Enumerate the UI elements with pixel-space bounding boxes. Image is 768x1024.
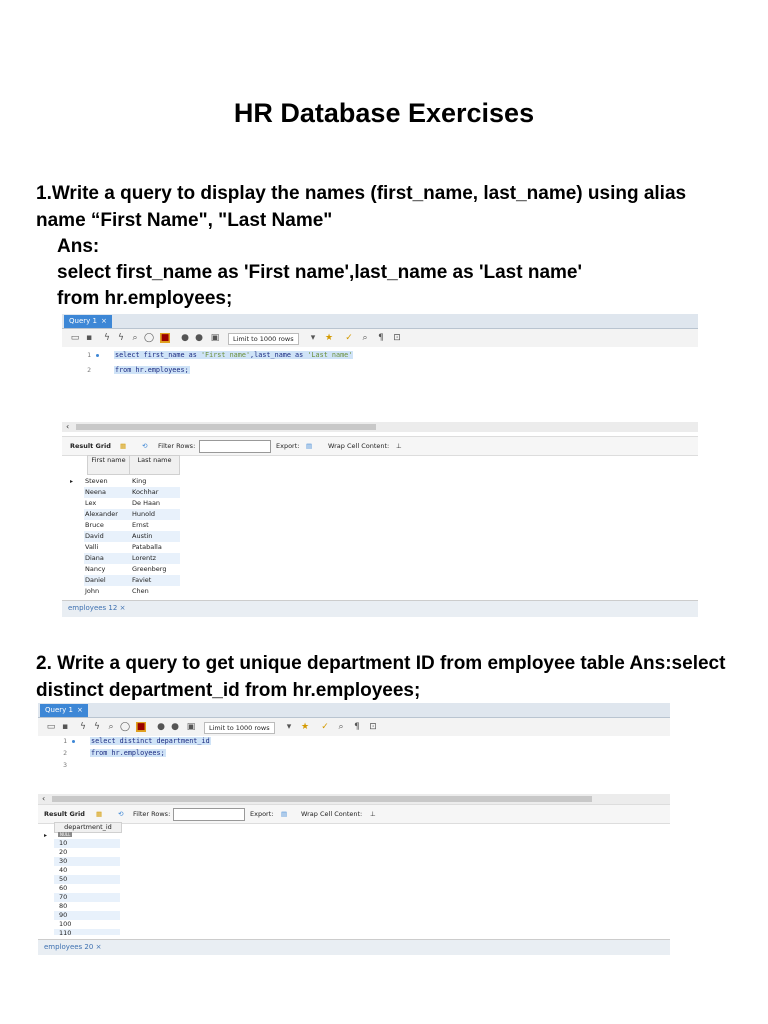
current-row-arrow-icon: ▸ bbox=[70, 478, 74, 485]
export-label: Export: bbox=[250, 810, 274, 818]
table-row[interactable]: 30 bbox=[54, 857, 120, 866]
result-tabs-bar bbox=[38, 939, 670, 955]
table-row[interactable]: Nancy Greenberg bbox=[85, 565, 167, 573]
beautify-icon[interactable]: ✓ bbox=[321, 722, 329, 732]
dropdown-icon[interactable]: ▾ bbox=[286, 722, 292, 732]
query-tab-bar bbox=[62, 314, 698, 329]
invisible-chars-icon[interactable]: ¶ bbox=[354, 722, 360, 732]
result-grid-label: Result Grid bbox=[44, 810, 85, 818]
execute-current-icon[interactable]: ϟ bbox=[118, 333, 124, 343]
table-row[interactable]: Lex De Haan bbox=[85, 499, 161, 507]
open-folder-icon[interactable]: ▭ bbox=[46, 722, 56, 732]
workbench-screenshot-1 bbox=[62, 314, 698, 620]
code-line-1: select distinct department_id bbox=[91, 737, 210, 745]
table-row[interactable]: John Chen bbox=[85, 587, 149, 595]
beautify-icon[interactable]: ✓ bbox=[345, 333, 353, 343]
table-row[interactable] bbox=[54, 831, 120, 838]
bookmark-icon[interactable]: ★ bbox=[324, 333, 334, 343]
grid-icon[interactable]: ▦ bbox=[120, 442, 127, 450]
editor-toolbar bbox=[62, 329, 698, 347]
column-header-last-name[interactable]: Last name bbox=[129, 455, 180, 475]
grid-icon[interactable]: ▦ bbox=[96, 810, 103, 818]
limit-rows-select[interactable]: Limit to 1000 rows bbox=[228, 333, 299, 345]
column-header-department-id[interactable]: department_id bbox=[54, 822, 122, 833]
code-line-2: from hr.employees; bbox=[115, 366, 189, 374]
export-icon[interactable]: ▤ bbox=[281, 810, 288, 818]
filter-rows-input[interactable] bbox=[173, 808, 245, 821]
table-row[interactable]: 50 bbox=[54, 875, 120, 884]
filter-rows-input[interactable] bbox=[199, 440, 271, 453]
wrap-cell-label: Wrap Cell Content: bbox=[301, 810, 363, 818]
table-row[interactable]: Bruce Ernst bbox=[85, 521, 149, 529]
commit-icon[interactable]: ● bbox=[157, 722, 165, 732]
statement-marker-icon bbox=[72, 740, 75, 743]
save-icon[interactable]: ▪ bbox=[85, 333, 93, 343]
filter-rows-label: Filter Rows: bbox=[133, 810, 171, 818]
horizontal-scrollbar[interactable] bbox=[38, 794, 670, 804]
table-row[interactable]: 80 bbox=[59, 902, 68, 910]
close-icon[interactable]: × bbox=[95, 943, 102, 951]
save-icon[interactable]: ▪ bbox=[61, 722, 69, 732]
result-tab[interactable]: employees 12 × bbox=[68, 604, 126, 612]
current-row-arrow-icon: ▸ bbox=[44, 832, 48, 839]
explain-icon[interactable]: ⌕ bbox=[108, 722, 114, 732]
rollback-icon[interactable]: ● bbox=[171, 722, 179, 732]
export-label: Export: bbox=[276, 442, 300, 450]
page-title: HR Database Exercises bbox=[233, 98, 535, 128]
sql-editor[interactable]: 1 select distinct department_id 2 from hr.employees; 3 bbox=[38, 737, 670, 791]
column-header-first-name[interactable]: First name bbox=[87, 455, 130, 475]
question-2: 2. Write a query to get unique department ID from employee table Ans:select distinct department_id from hr.employees; bbox=[36, 653, 726, 701]
refresh-icon[interactable]: ⟲ bbox=[118, 810, 124, 818]
scrollbar-thumb[interactable] bbox=[52, 796, 592, 802]
wrap-cell-label: Wrap Cell Content: bbox=[328, 442, 390, 450]
result-toolbar bbox=[38, 804, 670, 824]
result-grid bbox=[66, 455, 186, 601]
sql-editor[interactable]: 1 select first_name as 'First name',last_name as 'Last name' 2 from hr.employees; bbox=[62, 348, 698, 418]
scroll-left-icon[interactable]: ‹ bbox=[66, 422, 70, 431]
wrap-icon[interactable]: ⊡ bbox=[393, 333, 401, 343]
dropdown-icon[interactable]: ▾ bbox=[310, 333, 316, 343]
refresh-icon[interactable]: ⟲ bbox=[142, 442, 148, 450]
table-row[interactable]: Steven King bbox=[85, 477, 147, 485]
execute-icon[interactable]: ϟ bbox=[104, 333, 110, 343]
table-row[interactable]: Neena Kochhar bbox=[84, 487, 180, 498]
close-icon[interactable]: × bbox=[100, 317, 107, 325]
table-row[interactable]: 110 bbox=[54, 929, 120, 935]
toggle-error-icon[interactable]: ■ bbox=[160, 333, 170, 343]
workbench-screenshot-2 bbox=[38, 703, 670, 955]
answer-line-1: select first_name as 'First name',last_name as 'Last name' bbox=[57, 262, 582, 283]
table-row[interactable]: 60 bbox=[59, 884, 68, 892]
table-row[interactable]: Valli Pataballa bbox=[85, 543, 162, 551]
table-row[interactable]: Daniel Faviet bbox=[84, 575, 180, 586]
bookmark-icon[interactable]: ★ bbox=[300, 722, 310, 732]
result-tab[interactable]: employees 20 × bbox=[44, 943, 102, 951]
stop-icon[interactable]: ◯ bbox=[120, 722, 131, 732]
wrap-icon[interactable]: ⊡ bbox=[369, 722, 377, 732]
null-badge: NULL bbox=[60, 832, 71, 837]
execute-current-icon[interactable]: ϟ bbox=[94, 722, 100, 732]
scrollbar-thumb[interactable] bbox=[76, 424, 376, 430]
scroll-left-icon[interactable]: ‹ bbox=[42, 794, 46, 803]
result-toolbar bbox=[62, 436, 698, 456]
autocommit-icon[interactable]: ▣ bbox=[186, 722, 196, 732]
query-tab[interactable]: Query 1 × bbox=[40, 704, 88, 717]
limit-rows-select[interactable]: Limit to 1000 rows bbox=[204, 722, 275, 734]
wrap-cell-icon[interactable]: ⊥ bbox=[370, 810, 376, 818]
query-tab[interactable]: Query 1 × bbox=[64, 315, 112, 328]
result-tabs-bar bbox=[62, 600, 698, 617]
table-row[interactable]: Alexander Hunold bbox=[84, 509, 180, 520]
find-icon[interactable]: ⌕ bbox=[362, 333, 368, 343]
invisible-chars-icon[interactable]: ¶ bbox=[378, 333, 384, 343]
code-line-2: from hr.employees; bbox=[91, 749, 165, 757]
find-icon[interactable]: ⌕ bbox=[338, 722, 344, 732]
explain-icon[interactable]: ⌕ bbox=[132, 333, 138, 343]
commit-icon[interactable]: ● bbox=[181, 333, 189, 343]
toggle-error-icon[interactable]: ■ bbox=[136, 722, 146, 732]
table-row[interactable]: 70 bbox=[54, 893, 120, 902]
table-row[interactable]: 10 bbox=[54, 839, 120, 848]
question-1: 1.Write a query to display the names (first_name, last_name) using alias name “First Name", "Last Name" bbox=[36, 183, 687, 231]
open-folder-icon[interactable]: ▭ bbox=[70, 333, 80, 343]
close-icon[interactable]: × bbox=[119, 604, 126, 612]
table-row[interactable]: 40 bbox=[59, 866, 68, 874]
table-row[interactable]: 100 bbox=[59, 920, 72, 928]
answer-label-1: Ans: bbox=[57, 236, 100, 257]
execute-icon[interactable]: ϟ bbox=[80, 722, 86, 732]
wrap-cell-icon[interactable]: ⊥ bbox=[396, 442, 402, 450]
stop-icon[interactable]: ◯ bbox=[144, 333, 155, 343]
export-icon[interactable]: ▤ bbox=[306, 442, 313, 450]
table-row[interactable]: David Austin bbox=[84, 531, 180, 542]
answer-line-2: from hr.employees; bbox=[57, 288, 233, 309]
editor-toolbar bbox=[38, 718, 670, 736]
filter-rows-label: Filter Rows: bbox=[158, 442, 196, 450]
close-icon[interactable]: × bbox=[76, 706, 83, 714]
horizontal-scrollbar[interactable] bbox=[62, 422, 698, 432]
table-row[interactable]: 20 bbox=[59, 848, 68, 856]
result-grid bbox=[42, 822, 162, 940]
table-row[interactable]: Diana Lorentz bbox=[84, 553, 180, 564]
result-grid-label: Result Grid bbox=[70, 442, 111, 450]
table-row[interactable]: 90 bbox=[54, 911, 120, 920]
statement-marker-icon bbox=[96, 354, 99, 357]
autocommit-icon[interactable]: ▣ bbox=[210, 333, 220, 343]
query-tab-bar bbox=[38, 703, 670, 718]
rollback-icon[interactable]: ● bbox=[195, 333, 203, 343]
code-line-1: select first_name as 'First name',last_name as 'Last name' bbox=[115, 351, 353, 359]
